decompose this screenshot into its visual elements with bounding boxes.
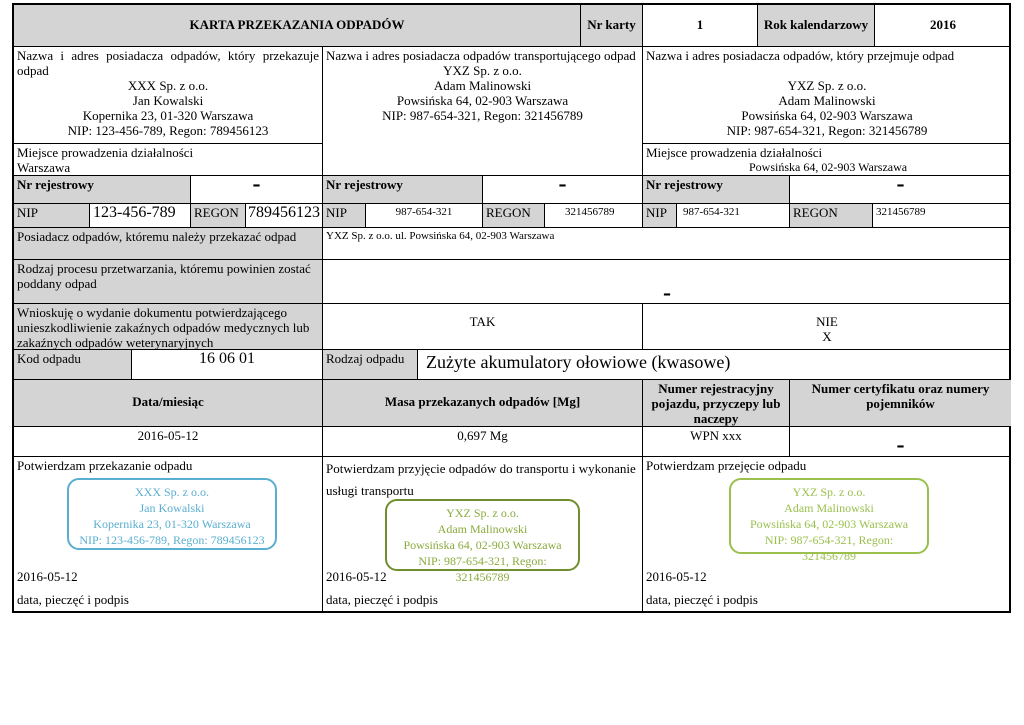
receiver-nip-label: NIP [643,204,677,228]
transporter-regon-value: 321456789 [545,204,643,228]
stamp-line: Powsińska 64, 02-903 Warszawa [749,517,909,531]
receiver-nip-value: 987-654-321 [677,204,790,228]
confirm-transfer-label: Potwierdzam przekazanie odpadu [17,458,193,473]
waste-type-label: Rodzaj odpadu [323,350,418,380]
receiver-block [643,47,1011,144]
col-cert: Numer certyfikatu oraz numery pojemników [790,380,1011,427]
receiver-regon-label: REGON [790,204,873,228]
stamp-line: Adam Malinowski [437,522,528,536]
transporter-reg-label: Nr rejestrowy [323,176,483,204]
receiver-reg-value: - [790,176,1011,204]
waste-transfer-card [12,3,1011,613]
transferor-location-label: Miejsce prowadzenia działalności [17,145,194,160]
waste-code-label: Kod odpadu [14,350,132,380]
transporter-line: Powsińska 64, 02-903 Warszawa [396,93,569,108]
transferor-block [14,47,323,144]
transferor-nip-label: NIP [14,204,90,228]
transferor-reg-value: - [191,176,323,204]
stamp-line: NIP: 123-456-789, Regon: 789456123 [79,533,265,547]
confirm-transport-label: Potwierdzam przyjęcie odpadów do transportu i wykonanie usługi transportu [326,461,636,498]
process-value: - [323,260,1011,304]
card-title: KARTA PRZEKAZANIA ODPADÓW [14,5,581,47]
stamp-line: Kopernika 23, 01-320 Warszawa [93,517,251,531]
transporter-line: YXZ Sp. z o.o. [443,63,522,78]
receiver-line: Adam Malinowski [778,93,876,108]
transferor-line: XXX Sp. z o.o. [127,78,209,93]
stamp-line: Jan Kowalski [139,501,205,515]
stamp-line: XXX Sp. z o.o. [135,485,209,499]
confirm-receipt-date: 2016-05-12 [646,569,707,584]
receiver-line: NIP: 987-654-321, Regon: 321456789 [726,123,928,138]
transporter-heading: Nazwa i adres posiadacza odpadów transportującego odpad [326,48,636,63]
waste-code-value: 16 06 01 [132,350,323,380]
target-holder-label: Posiadacz odpadów, któremu należy przekazać odpad [14,228,323,260]
transferor-regon-value: 789456123 [246,204,323,228]
year-value: 2016 [875,5,1011,47]
val-cert: - [790,427,1011,457]
transporter-line: NIP: 987-654-321, Regon: 321456789 [382,108,583,123]
val-mass: 0,697 Mg [323,427,643,457]
transporter-line: Adam Malinowski [433,78,532,93]
process-label: Rodzaj procesu przetwarzania, któremu powinien zostać poddany odpad [14,260,323,304]
transferor-location-value: Warszawa [17,160,71,175]
col-vehicle: Numer rejestracyjny pojazdu, przyczepy lub naczepy [643,380,790,427]
request-no-cell [643,304,1011,350]
transferor-line: NIP: 123-456-789, Regon: 789456123 [67,123,269,138]
confirm-receipt-sign: data, pieczęć i podpis [646,592,758,607]
card-number-value: 1 [643,5,758,47]
transporter-block [323,47,643,176]
card-number-label: Nr karty [581,5,643,47]
receiver-heading: Nazwa i adres posiadacza odpadów, który przejmuje odpad [646,48,955,63]
transporter-nip-value: 987-654-321 [366,204,483,228]
confirm-receipt-label: Potwierdzam przejęcie odpadu [646,458,807,473]
confirm-transport [323,457,643,611]
stamp-transporter [385,499,580,584]
receiver-reg-label: Nr rejestrowy [643,176,790,204]
val-vehicle: WPN xxx [643,427,790,457]
col-mass: Masa przekazanych odpadów [Mg] [323,380,643,427]
transferor-nip-value: 123-456-789 [90,204,191,228]
stamp-line: Powsińska 64, 02-903 Warszawa [403,538,562,552]
stamp-line: NIP: 987-654-321, Regon: 321456789 [764,533,894,563]
stamp-receiver [729,478,929,563]
confirm-transport-date: 2016-05-12 [326,569,387,584]
stamp-line: Adam Malinowski [784,501,874,515]
target-holder-value: YXZ Sp. z o.o. ul. Powsińska 64, 02-903 Warszawa [323,228,1011,260]
receiver-location [643,144,1011,176]
stamp-line: YXZ Sp. z o.o. [792,485,866,499]
confirm-transfer-sign: data, pieczęć i podpis [17,592,129,607]
year-label: Rok kalendarzowy [758,5,875,47]
col-date: Data/miesiąc [14,380,323,427]
waste-type-value: Zużyte akumulatory ołowiowe (kwasowe) [418,350,1011,380]
confirm-transfer-date: 2016-05-12 [17,569,78,584]
receiver-regon-value: 321456789 [873,204,1011,228]
transferor-line: Kopernika 23, 01-320 Warszawa [82,108,254,123]
transferor-regon-label: REGON [191,204,246,228]
stamp-line: YXZ Sp. z o.o. [446,506,519,520]
transporter-reg-value: - [483,176,643,204]
transferor-reg-label: Nr rejestrowy [14,176,191,204]
request-yes: TAK [323,304,643,350]
confirm-receipt [643,457,1011,611]
receiver-location-value: Powsińska 64, 02-903 Warszawa [749,160,908,174]
val-date: 2016-05-12 [14,427,323,457]
request-no-mark: X [822,329,832,344]
transferor-heading: Nazwa i adres posiadacza odpadów, który przekazuje odpad [17,48,319,78]
receiver-line: YXZ Sp. z o.o. [787,78,867,93]
transporter-nip-label: NIP [323,204,366,228]
receiver-location-label: Miejsce prowadzenia działalności [646,145,823,160]
transporter-regon-label: REGON [483,204,545,228]
transferor-location [14,144,323,176]
request-label: Wnioskuję o wydanie dokumentu potwierdzającego unieszkodliwienie zakaźnych odpadów medycznych lub zakaźnych odpadów weterynaryjnych [14,304,323,350]
request-no: NIE [816,314,838,329]
receiver-line: Powsińska 64, 02-903 Warszawa [741,108,913,123]
confirm-transport-sign: data, pieczęć i podpis [326,592,438,607]
stamp-line: NIP: 987-654-321, Regon: 321456789 [418,554,547,584]
transferor-line: Jan Kowalski [132,93,204,108]
stamp-transferor [67,478,277,550]
confirm-transfer [14,457,323,611]
